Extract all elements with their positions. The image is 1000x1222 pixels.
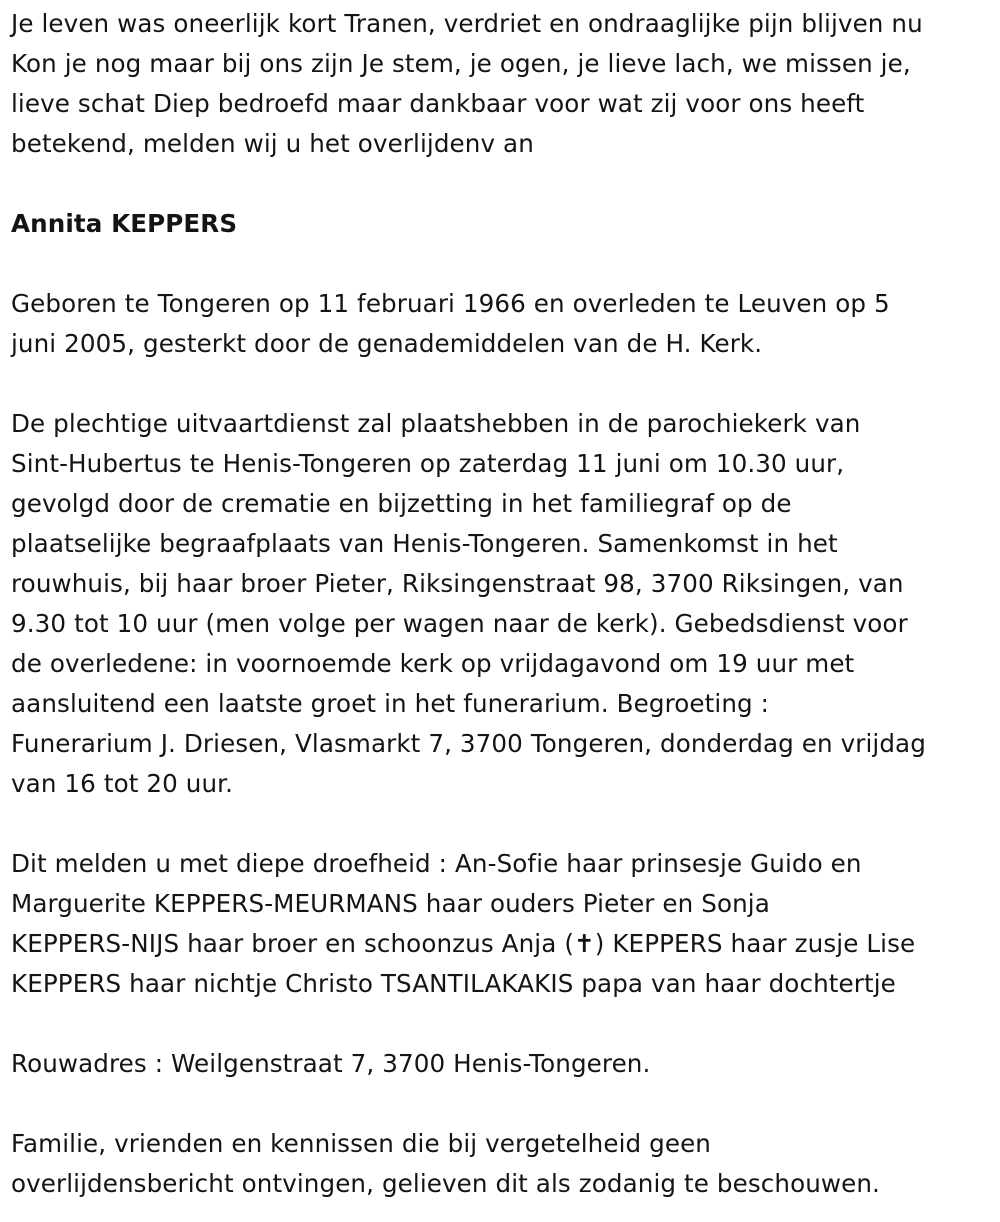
deceased-name: Annita KEPPERS xyxy=(11,209,238,238)
death-notice xyxy=(11,4,996,1204)
mourning-address: Rouwadres : Weilgenstraat 7, 3700 Henis-Tongeren. xyxy=(11,1049,651,1078)
birth-death-paragraph: Geboren te Tongeren op 11 februari 1966 en overleden te Leuven op 5 juni 2005, gesterkt door de genademiddelen van de H. Kerk. xyxy=(11,289,890,358)
closing-paragraph: Familie, vrienden en kennissen die bij vergetelheid geen overlijdensbericht ontvingen, gelieven dit als zodanig te beschouwen. xyxy=(11,1129,880,1198)
intro-paragraph: Je leven was oneerlijk kort Tranen, verdriet en ondraaglijke pijn blijven nu Kon je nog maar bij ons zijn Je stem, je ogen, je lieve lach, we missen je, lieve schat Diep bedroefd maar dankbaar voor wat zij voor ons heeft betekend, melden wij u het overlijdenv an xyxy=(11,9,923,158)
funeral-paragraph: De plechtige uitvaartdienst zal plaatshebben in de parochiekerk van Sint-Hubertus te Henis-Tongeren op zaterdag 11 juni om 10.30 uur, gevolgd door de crematie en bijzetting in het familiegraf op de plaatselijke begraafplaats van Henis-Tongeren. Samenkomst in het rouwhuis, bij haar broer Pieter, Riksingenstraat 98, 3700 Riksingen, van 9.30 tot 10 uur (men volge per wagen naar de kerk). Gebedsdienst voor de overledene: in voornoemde kerk op vrijdagavond om 19 uur met aansluitend een laatste groet in het funerarium. Begroeting : Funerarium J. Driesen, Vlasmarkt 7, 3700 Tongeren, donderdag en vrijdag van 16 tot 20 uur. xyxy=(11,409,926,798)
family-paragraph: Dit melden u met diepe droefheid : An-Sofie haar prinsesje Guido en Marguerite KEPPERS-MEURMANS haar ouders Pieter en Sonja KEPPERS-NIJS haar broer en schoonzus Anja (✝) KEPPERS haar zusje Lise KEPPERS haar nichtje Christo TSANTILAKAKIS papa van haar dochtertje xyxy=(11,849,916,998)
